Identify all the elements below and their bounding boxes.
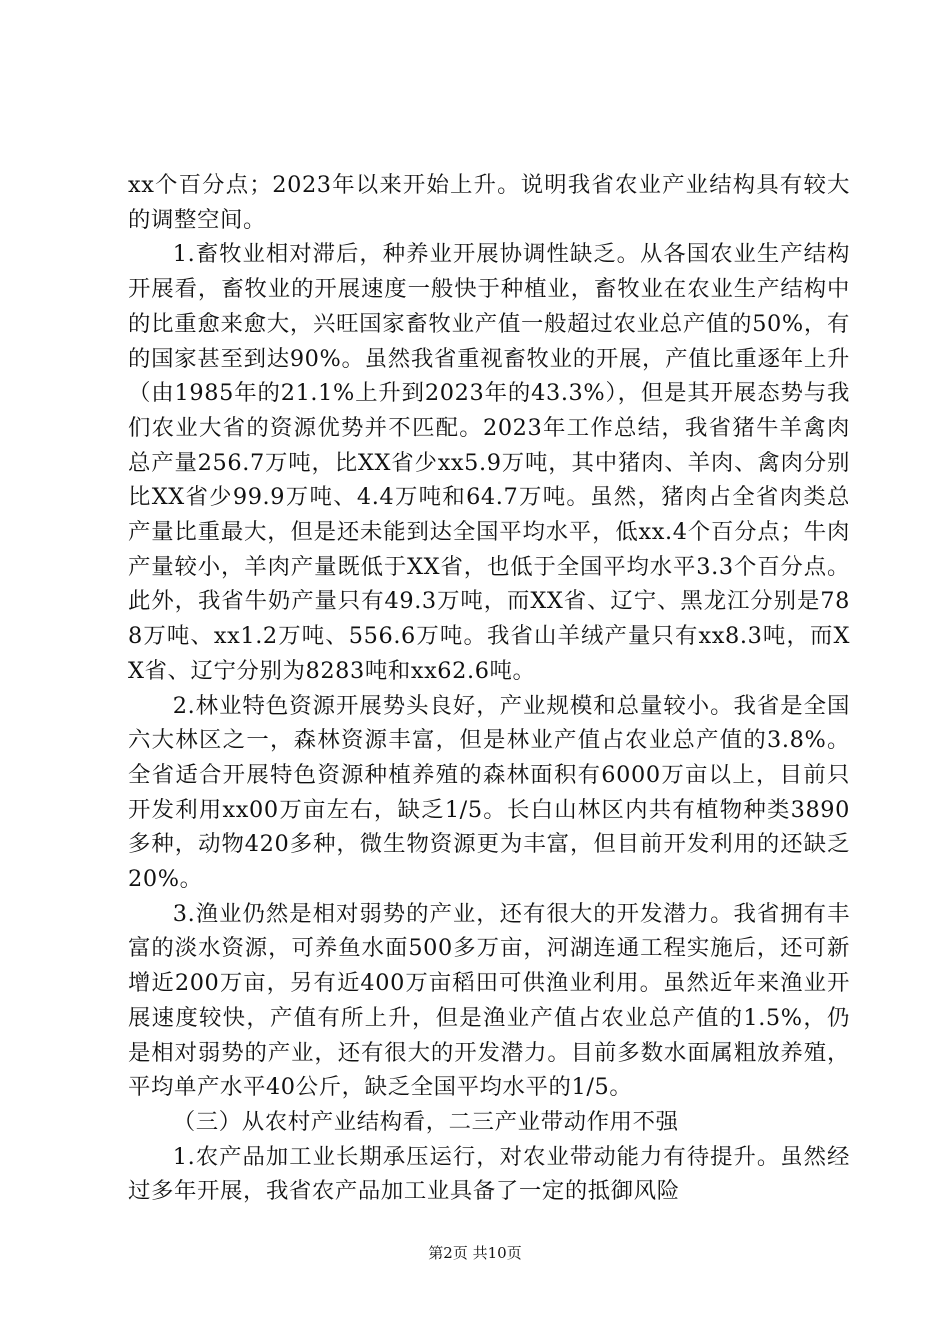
paragraph-livestock: 1.畜牧业相对滞后，种养业开展协调性缺乏。从各国农业生产结构开展看，畜牧业的开展速度一般快于种植业，畜牧业在农业生产结构中的比重愈来愈大，兴旺国家畜牧业产值一般超过农业总产值的50%，有的国家甚至到达90%。虽然我省重视畜牧业的开展，产值比重逐年上升（由1985年的21.1%上升到2023年的43.3%），但是其开展态势与我们农业大省的资源优势并不匹配。2023年工作总结，我省猪牛羊禽肉总产量256.7万吨，比XX省少xx5.9万吨，其中猪肉、羊肉、禽肉分别比XX省少99.9万吨、4.4万吨和64.7万吨。虽然，猪肉占全省肉类总产量比重最大，但是还未能到达全国平均水平，低xx.4个百分点；牛肉产量较小，羊肉产量既低于XX省，也低于全国平均水平3.3个百分点。此外，我省牛奶产量只有49.3万吨，而XX省、辽宁、黑龙江分别是788万吨、xx1.2万吨、556.6万吨。我省山羊绒产量只有xx8.3吨，而XX省、辽宁分别为8283吨和xx62.6吨。 [128, 241, 851, 684]
paragraph-fishery: 3.渔业仍然是相对弱势的产业，还有很大的开发潜力。我省拥有丰富的淡水资源，可养鱼水面500多万亩，河湖连通工程实施后，还可新增近200万亩，另有近400万亩稻田可供渔业利用。虽然近年来渔业开展速度较快，产值有所上升，但是渔业产值占农业总产值的1.5%，仍是相对弱势的产业，还有很大的开发潜力。目前多数水面属粗放养殖，平均单产水平40公斤，缺乏全国平均水平的1/5。 [128, 900, 850, 1101]
paragraph-agri-processing: 1.农产品加工业长期承压运行，对农业带动能力有待提升。虽然经过多年开展，我省农产品加工业具备了一定的抵御风险 [128, 1143, 850, 1205]
paragraph-forestry: 2.林业特色资源开展势头良好，产业规模和总量较小。我省是全国六大林区之一，森林资源丰富，但是林业产值占农业总产值的3.8%。全省适合开展特色资源种植养殖的森林面积有6000万亩以上，目前只开发利用xx00万亩左右，缺乏1/5。长白山林区内共有植物种类3890多种，动物420多种，微生物资源更为丰富，但目前开发利用的还缺乏20%。 [128, 692, 850, 893]
paragraph-continuation: xx个百分点；2023年以来开始上升。说明我省农业产业结构具有较大的调整空间。 [128, 172, 850, 233]
page-number-footer: 第2页 共10页 [428, 1244, 522, 1262]
document-body [128, 168, 850, 1209]
section-heading-rural-industry: （三）从农村产业结构看，二三产业带动作用不强 [172, 1108, 679, 1135]
